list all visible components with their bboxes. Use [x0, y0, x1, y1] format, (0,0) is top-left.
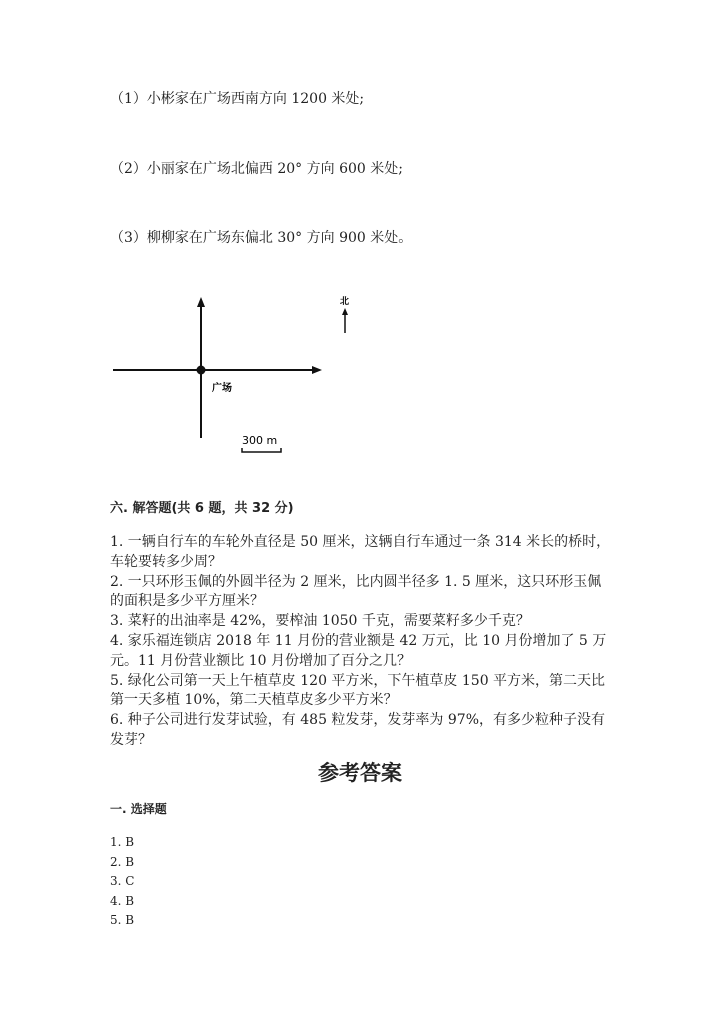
answer-item: 3. C: [110, 874, 135, 888]
location-item-3: （3）柳柳家在广场东偏北 30° 方向 900 米处。: [110, 230, 413, 246]
answer-item: 5. B: [110, 913, 135, 927]
question-line: 的面积是多少平方厘米？: [110, 593, 264, 610]
axis-arrowhead: [197, 297, 205, 307]
center-point: [197, 366, 206, 375]
question-line: 第一天多植 10%，第二天植草皮多少平方米？: [110, 692, 398, 709]
answer-item: 4. B: [110, 893, 135, 908]
answer-item: 2. B: [110, 854, 135, 869]
question-line: 3. 菜籽的出油率是 42%，要榨油 1050 千克，需要菜籽多少千克？: [110, 613, 530, 630]
question-line: 元。11 月份营业额比 10 月份增加了百分之几？: [110, 652, 411, 669]
question-line: 1. 一辆自行车的车轮外直径是 50 厘米，这辆自行车通过一条 314 米长的桥时，: [110, 534, 611, 550]
north-label: 北: [340, 297, 350, 307]
scale-label: 300 m: [242, 434, 278, 447]
question-line: 车轮要转多少周？: [110, 553, 222, 570]
center-label: 广场: [212, 383, 232, 394]
location-item-1: （1）小彬家在广场西南方向 1200 米处;: [110, 91, 365, 107]
location-item-2: （2）小丽家在广场北偏西 20° 方向 600 米处;: [110, 161, 403, 177]
axis-arrowhead: [312, 366, 322, 374]
answer-title: 参考答案: [318, 761, 402, 785]
question-line: 4. 家乐福连锁店 2018 年 11 月份的营业额是 42 万元，比 10 月份增加了 5 万: [110, 633, 607, 649]
question-line: 6. 种子公司进行发芽试验，有 485 粒发芽，发芽率为 97%，有多少粒种子没有: [110, 712, 605, 729]
question-line: 发芽？: [110, 732, 152, 748]
answer-item: 1. B: [110, 835, 135, 849]
scale-bar: [242, 448, 281, 452]
question-line: 5. 绿化公司第一天上午植草皮 120 平方米，下午植草皮 150 平方米，第二天比: [110, 672, 606, 689]
question-line: 2. 一只环形玉佩的外圆半径为 2 厘米，比内圆半径多 1. 5 厘米，这只环形玉佩: [110, 573, 602, 590]
section-heading: 六. 解答题(共 6 题，共 32 分): [110, 501, 294, 516]
direction-diagram: [0, 0, 720, 470]
answer-section-heading: 一. 选择题: [110, 802, 167, 816]
north-arrowhead: [342, 308, 348, 315]
